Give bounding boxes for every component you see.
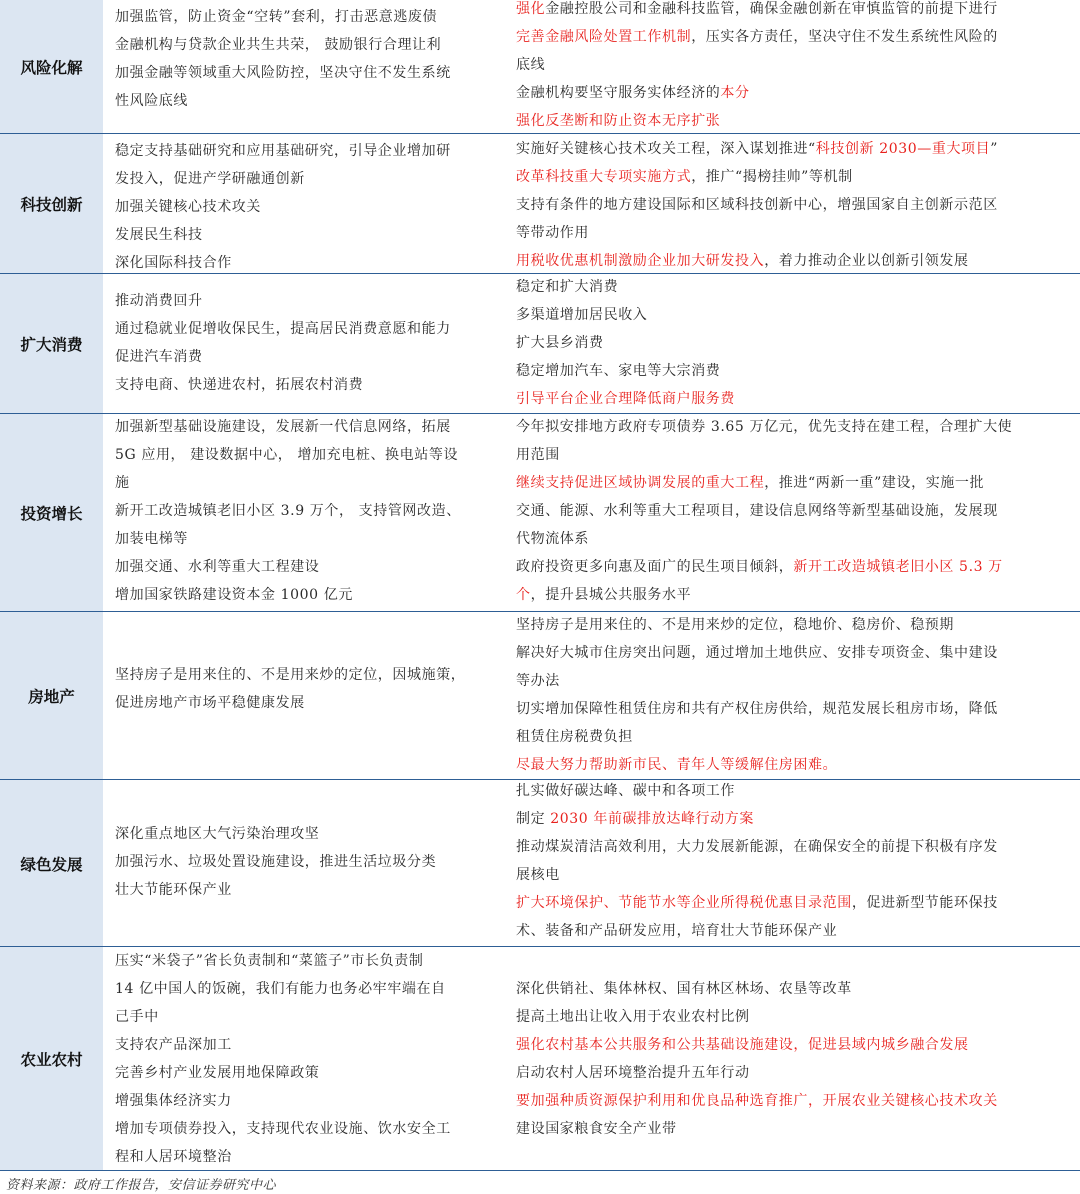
- policy-2020-cell: [115, 780, 495, 947]
- policy-item: 代物流体系: [516, 531, 589, 547]
- policy-item: 交通、能源、水利等重大工程项目，建设信息网络等新型基础设施，发展现: [516, 503, 998, 519]
- policy-item: 扩大县乡消费: [516, 335, 604, 351]
- policy-item: 5G 应用， 建设数据中心， 增加充电桩、换电站等设: [115, 447, 459, 463]
- table-row: [0, 612, 1080, 780]
- category-label: 房地产: [0, 612, 103, 780]
- policy-item: 促进汽车消费: [115, 349, 203, 365]
- policy-item: 通过稳就业促增收保民生，提高居民消费意愿和能力: [115, 321, 451, 337]
- policy-item: 启动农村人居环境整治提升五年行动: [516, 1065, 750, 1081]
- policy-item: 加强监管，防止资金“空转”套利，打击恶意逃废债: [115, 9, 438, 25]
- highlight-text: 用税收优惠机制激励企业加大研发投入: [516, 253, 765, 269]
- category-label: 农业农村: [0, 947, 103, 1170]
- highlight-text: 个: [516, 587, 531, 603]
- policy-item: 术、装备和产品研发应用，培育壮大节能环保产业: [516, 923, 838, 939]
- highlight-text: 科技创新 2030—重大项目: [815, 141, 991, 157]
- policy-item: 稳定支持基础研究和应用基础研究，引导企业增加研: [115, 143, 451, 159]
- highlight-text: 本分: [720, 85, 750, 101]
- policy-item: 深化重点地区大气污染治理攻坚: [115, 826, 320, 842]
- category-label: 科技创新: [0, 134, 103, 274]
- policy-item: 加强金融等领域重大风险防控，坚决守住不发生系统: [115, 65, 451, 81]
- highlight-text: 新开工改造城镇老旧小区 5.3 万: [793, 559, 1003, 575]
- policy-item: 发投入，促进产学研融通创新: [115, 171, 305, 187]
- policy-item: 用税收优惠机制激励企业加大研发投入，着力推动企业以创新引领发展: [516, 253, 969, 269]
- policy-2020-cell: [115, 0, 495, 134]
- policy-item: 推动消费回升: [115, 293, 203, 309]
- policy-item: 底线: [516, 57, 546, 73]
- policy-item: 金融机构要坚守服务实体经济的本分: [516, 85, 750, 101]
- highlight-text: 强化: [516, 1, 546, 17]
- policy-item: 深化供销社、集体林权、国有林区林场、农垦等改革: [516, 981, 852, 997]
- policy-item: 建设国家粮食安全产业带: [516, 1121, 677, 1137]
- policy-2020-cell: [115, 274, 495, 414]
- policy-item: 租赁住房税费负担: [516, 729, 633, 745]
- policy-item: 支持农产品深加工: [115, 1037, 232, 1053]
- policy-item: 扩大环境保护、节能节水等企业所得税优惠目录范围，促进新型节能环保技: [516, 895, 998, 911]
- policy-item: 要加强种质资源保护利用和优良品种选育推广，开展农业关键核心技术攻关: [516, 1093, 998, 1109]
- policy-item: 发展民生科技: [115, 227, 203, 243]
- policy-item: 增强集体经济实力: [115, 1093, 232, 1109]
- policy-item: 今年拟安排地方政府专项债券 3.65 万亿元，优先支持在建工程，合理扩大使: [516, 419, 1013, 435]
- table-row: [0, 780, 1080, 947]
- category-label: 扩大消费: [0, 274, 103, 414]
- policy-item: 稳定和扩大消费: [516, 279, 619, 295]
- policy-2021-cell: [516, 134, 1072, 274]
- policy-item: 政府投资更多向惠及面广的民生项目倾斜，新开工改造城镇老旧小区 5.3 万: [516, 559, 1003, 575]
- policy-item: 强化反垄断和防止资本无序扩张: [516, 113, 721, 129]
- policy-item: 个，提升县城公共服务水平: [516, 587, 692, 603]
- table-row: [0, 414, 1080, 612]
- policy-item: 展核电: [516, 867, 560, 883]
- policy-item: 坚持房子是用来住的、不是用来炒的定位，因城施策，: [115, 667, 466, 683]
- highlight-text: 完善金融风险处置工作机制: [516, 29, 692, 45]
- policy-2020-cell: [115, 612, 495, 780]
- policy-item: 14 亿中国人的饭碗，我们有能力也务必牢牢端在自: [115, 981, 446, 997]
- policy-item: 改革科技重大专项实施方式，推广“揭榜挂帅”等机制: [516, 169, 853, 185]
- policy-2020-cell: [115, 947, 495, 1170]
- policy-item: 切实增加保障性租赁住房和共有产权住房供给，规范发展长租房市场，降低: [516, 701, 998, 717]
- table-row: [0, 134, 1080, 274]
- policy-item: 支持有条件的地方建设国际和区域科技创新中心，增强国家自主创新示范区: [516, 197, 998, 213]
- policy-item: 性风险底线: [115, 93, 188, 109]
- policy-2020-cell: [115, 134, 495, 274]
- policy-2021-cell: [516, 274, 1072, 414]
- highlight-text: 2030 年前碳排放达峰行动方案: [550, 811, 754, 827]
- policy-item: 强化金融控股公司和金融科技监管，确保金融创新在审慎监管的前提下进行: [516, 1, 998, 17]
- policy-item: 加强新型基础设施建设，发展新一代信息网络，拓展: [115, 419, 451, 435]
- policy-item: 加强污水、垃圾处置设施建设，推进生活垃圾分类: [115, 854, 437, 870]
- policy-item: 增加专项债券投入，支持现代农业设施、饮水安全工: [115, 1121, 451, 1137]
- policy-item: 继续支持促进区域协调发展的重大工程，推进“两新一重”建设，实施一批: [516, 475, 985, 491]
- policy-item: 引导平台企业合理降低商户服务费: [516, 391, 735, 407]
- policy-item: 加装电梯等: [115, 531, 188, 547]
- policy-item: 多渠道增加居民收入: [516, 307, 648, 323]
- source-note: 资料来源：政府工作报告，安信证券研究中心: [6, 1178, 277, 1193]
- policy-item: 解决好大城市住房突出问题，通过增加土地供应、安排专项资金、集中建设: [516, 645, 998, 661]
- policy-item: 提高土地出让收入用于农业农村比例: [516, 1009, 750, 1025]
- policy-item: 等带动作用: [516, 225, 589, 241]
- policy-item: 完善金融风险处置工作机制，压实各方责任，坚决守住不发生系统性风险的: [516, 29, 998, 45]
- row-divider: [0, 1170, 1080, 1171]
- highlight-text: 扩大环境保护、节能节水等企业所得税优惠目录范围: [516, 895, 852, 911]
- policy-item: 新开工改造城镇老旧小区 3.9 万个， 支持管网改造、: [115, 503, 461, 519]
- policy-item: 加强交通、水利等重大工程建设: [115, 559, 320, 575]
- policy-item: 程和人居环境整治: [115, 1149, 232, 1165]
- policy-item: 增加国家铁路建设资本金 1000 亿元: [115, 587, 353, 603]
- highlight-text: 改革科技重大专项实施方式: [516, 169, 692, 185]
- policy-item: 金融机构与贷款企业共生共荣， 鼓励银行合理让利: [115, 37, 442, 53]
- table-row: [0, 947, 1080, 1170]
- policy-item: 稳定增加汽车、家电等大宗消费: [516, 363, 721, 379]
- policy-2020-cell: [115, 414, 495, 612]
- policy-item: 深化国际科技合作: [115, 255, 232, 271]
- policy-item: 推动煤炭清洁高效利用，大力发展新能源，在确保安全的前提下积极有序发: [516, 839, 998, 855]
- policy-item: 己手中: [115, 1009, 159, 1025]
- policy-2021-cell: [516, 612, 1072, 780]
- policy-item: 施: [115, 475, 130, 491]
- policy-item: 强化农村基本公共服务和公共基础设施建设，促进县域内城乡融合发展: [516, 1037, 969, 1053]
- policy-2021-cell: [516, 0, 1072, 134]
- policy-item: 扎实做好碳达峰、碳中和各项工作: [516, 783, 735, 799]
- policy-item: 完善乡村产业发展用地保障政策: [115, 1065, 320, 1081]
- policy-2021-cell: [516, 780, 1072, 947]
- policy-item: 用范围: [516, 447, 560, 463]
- policy-item: 压实“米袋子”省长负责制和“菜篮子”市长负责制: [115, 953, 424, 969]
- policy-item: 尽最大努力帮助新市民、青年人等缓解住房困难。: [516, 757, 838, 773]
- highlight-text: 继续支持促进区域协调发展的重大工程: [516, 475, 765, 491]
- policy-item: 壮大节能环保产业: [115, 882, 232, 898]
- policy-item: 制定 2030 年前碳排放达峰行动方案: [516, 811, 754, 827]
- category-label: 绿色发展: [0, 780, 103, 947]
- table-row: [0, 0, 1080, 134]
- policy-item: 坚持房子是用来住的、不是用来炒的定位，稳地价、稳房价、稳预期: [516, 617, 954, 633]
- table-row: [0, 274, 1080, 414]
- policy-2021-cell: [516, 947, 1072, 1170]
- category-label: 投资增长: [0, 414, 103, 612]
- policy-item: 等办法: [516, 673, 560, 689]
- policy-item: 促进房地产市场平稳健康发展: [115, 695, 305, 711]
- policy-2021-cell: [516, 414, 1072, 612]
- category-label: 风险化解: [0, 0, 103, 134]
- policy-item: 实施好关键核心技术攻关工程，深入谋划推进“科技创新 2030—重大项目”: [516, 141, 999, 157]
- policy-item: 加强关键核心技术攻关: [115, 199, 261, 215]
- policy-item: 支持电商、快递进农村，拓展农村消费: [115, 377, 364, 393]
